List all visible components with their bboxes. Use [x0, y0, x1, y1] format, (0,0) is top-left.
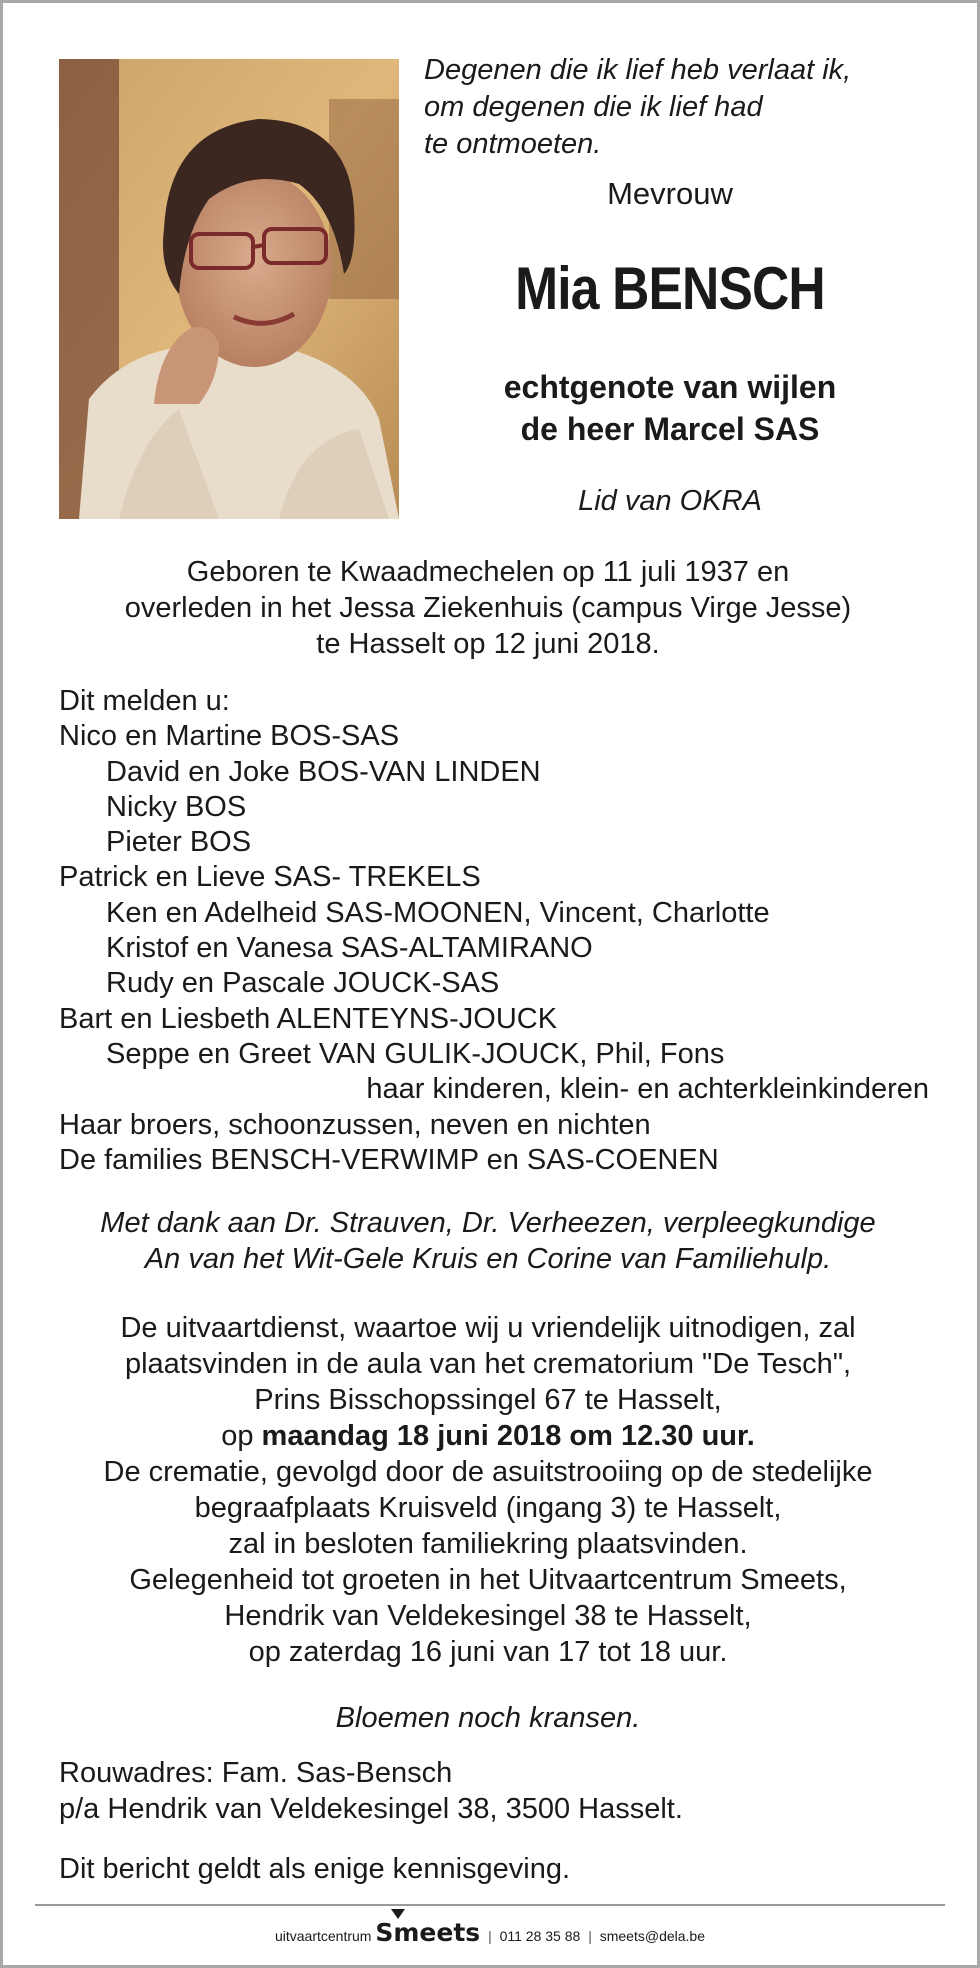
- spouse-info: [424, 366, 916, 450]
- service-line: De crematie, gevolgd door de asuitstrooiing op de stedelijke: [103, 1456, 873, 1488]
- mourner-line: Seppe en Greet VAN GULIK-JOUCK, Phil, Fons: [106, 1037, 725, 1070]
- service-line: op zaterdag 16 juni van 17 tot 18 uur.: [248, 1636, 728, 1668]
- portrait-photo: [59, 59, 399, 519]
- funeral-home-footer: [0, 1918, 980, 1947]
- mourners-intro: Dit melden u:: [59, 685, 230, 717]
- mourner-line: Patrick en Lieve SAS- TREKELS: [59, 861, 481, 894]
- footer-separator: |: [588, 1928, 592, 1944]
- honorific: Mevrouw: [607, 176, 733, 211]
- address-line: Rouwadres: Fam. Sas-Bensch: [59, 1757, 453, 1789]
- mourning-address: [59, 1755, 683, 1827]
- mourner-line: Rudy en Pascale JOUCK-SAS: [106, 967, 500, 1000]
- service-line: Hendrik van Veldekesingel 38 te Hasselt,: [224, 1600, 752, 1632]
- service-line: plaatsvinden in de aula van het crematorium "De Tesch",: [124, 1348, 852, 1380]
- footer-phone: 011 28 35 88: [499, 1928, 581, 1944]
- mourner-line: Nico en Martine BOS-SAS: [59, 720, 400, 753]
- flowers-note: Bloemen noch kransen.: [335, 1702, 641, 1734]
- footer-email: smeets@dela.be: [599, 1928, 706, 1944]
- footer-divider: [35, 1904, 945, 1906]
- spouse-line: echtgenote van wijlen: [503, 369, 837, 405]
- service-line: De uitvaartdienst, waartoe wij u vriendelijk uitnodigen, zal: [120, 1312, 856, 1344]
- service-line: zal in besloten familiekring plaatsvinden.: [228, 1528, 748, 1560]
- mourner-line: haar kinderen, klein- en achterkleinkinderen: [366, 1073, 929, 1106]
- quote-line: Degenen die ik lief heb verlaat ik,: [424, 54, 852, 86]
- birth-death-info: [59, 554, 917, 662]
- service-date-prefix: op: [221, 1420, 254, 1452]
- service-line: Gelegenheid tot groeten in het Uitvaartcentrum Smeets,: [129, 1564, 847, 1596]
- deceased-name: Mia BENSCH: [515, 255, 825, 322]
- quote-line: om degenen die ik lief had: [424, 91, 763, 123]
- service-date-bold: maandag 18 juni 2018 om 12.30 uur.: [261, 1420, 755, 1452]
- birth-line: Geboren te Kwaadmechelen op 11 juli 1937 en: [186, 556, 790, 588]
- footer-separator: |: [488, 1928, 492, 1944]
- opening-quote: [424, 52, 944, 163]
- address-line: p/a Hendrik van Veldekesingel 38, 3500 Hasselt.: [59, 1793, 683, 1825]
- footer-prefix: uitvaartcentrum: [274, 1928, 372, 1944]
- birth-line: te Hasselt op 12 juni 2018.: [316, 628, 660, 660]
- membership: Lid van OKRA: [578, 485, 762, 517]
- birth-line: overleden in het Jessa Ziekenhuis (campus Virge Jesse): [124, 592, 852, 624]
- mourners-list: [59, 684, 929, 1178]
- mourner-line: Nicky BOS: [106, 790, 247, 823]
- service-date: [59, 1418, 917, 1454]
- notice-statement: Dit bericht geldt als enige kennisgeving.: [59, 1853, 571, 1885]
- service-line: begraafplaats Kruisveld (ingang 3) te Hasselt,: [194, 1492, 782, 1524]
- quote-line: te ontmoeten.: [424, 128, 602, 160]
- service-line: Prins Bisschopssingel 67 te Hasselt,: [254, 1384, 722, 1416]
- mourner-line: Bart en Liesbeth ALENTEYNS-JOUCK: [59, 1002, 558, 1035]
- funeral-service-info: [59, 1310, 917, 1670]
- mourner-line: Haar broers, schoonzussen, neven en nichten: [59, 1108, 651, 1141]
- thanks-line: Met dank aan Dr. Strauven, Dr. Verheezen, verpleegkundige: [100, 1207, 876, 1239]
- thanks-note: [59, 1205, 917, 1277]
- spouse-line: de heer Marcel SAS: [520, 411, 820, 447]
- thanks-line: An van het Wit-Gele Kruis en Corine van Familiehulp.: [144, 1243, 832, 1275]
- mourner-line: Pieter BOS: [106, 826, 252, 859]
- mourner-line: De families BENSCH-VERWIMP en SAS-COENEN: [59, 1143, 719, 1176]
- mourner-line: Kristof en Vanesa SAS-ALTAMIRANO: [106, 932, 593, 965]
- footer-brand: Smeets: [375, 1918, 481, 1947]
- mourner-line: Ken en Adelheid SAS-MOONEN, Vincent, Charlotte: [106, 896, 770, 929]
- mourner-line: David en Joke BOS-VAN LINDEN: [106, 755, 541, 788]
